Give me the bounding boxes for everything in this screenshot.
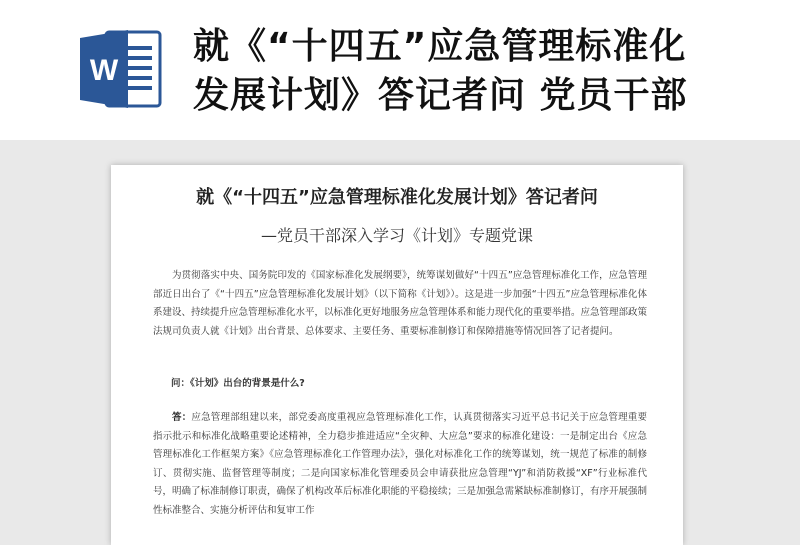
banner (0, 0, 800, 140)
svg-text:W: W (89, 54, 119, 87)
question-paragraph: 问：《计划》出台的背景是什么? (171, 378, 305, 389)
document-page (111, 165, 683, 545)
word-document-icon (78, 28, 164, 110)
document-subtitle: —党员干部深入学习《计划》专题党课 (260, 226, 533, 245)
document-title: 就《“十四五”应急管理标准化发展计划》答记者问 (196, 187, 598, 208)
banner-title-line-1: 就《“十四五”应急管理标准化 (193, 26, 687, 67)
intro-paragraph: 为贯彻落实中央、国务院印发的《国家标准化发展纲要》，统筹谋划做好“十四五”应急管理标准化工作，应急管理部近日出台了《“十四五”应急管理标准化发展计划》（以下简称《计划》）。这是进一步加强“十四五”应急管理标准化体系建设、持续提升应急管理标准化水平，以标准化更好地服务应急管理体系和能力现代化的重要举措。应急管理部政策法规司负责人就《计划》出台背景、总体要求、主要任务、重要标准制修订和保障措施等情况回答了记者提问。 (153, 270, 648, 337)
banner-title-line-2: 发展计划》答记者问 党员干部 (193, 75, 688, 116)
answer-paragraph (153, 409, 647, 520)
answer-text: 应急管理部组建以来，部党委高度重视应急管理标准化工作，认真贯彻落实习近平总书记关于应急管理重要指示批示和标准化战略重要论述精神，全力稳步推进适应“全灾种、大应急”要求的标准化建设：一是制定出台《应急管理标准化工作框架方案》《应急管理标准化工作管理办法》，强化对标准化工作的统筹谋划，统一规范了标准的制修订、贯彻实施、监督管理等制度；二是向国家标准化管理委员会申请获批应急管理“YJ”和消防救援“XF”行业标准代号，明确了标准制修订职责，确保了机构改革后标准化职能的平稳接续；三是加强急需紧缺标准制修订，有序开展强制性标准整合、实施分析评估和复审工作 (153, 412, 648, 516)
banner-title (193, 22, 793, 120)
answer-label: 答： (172, 412, 192, 423)
